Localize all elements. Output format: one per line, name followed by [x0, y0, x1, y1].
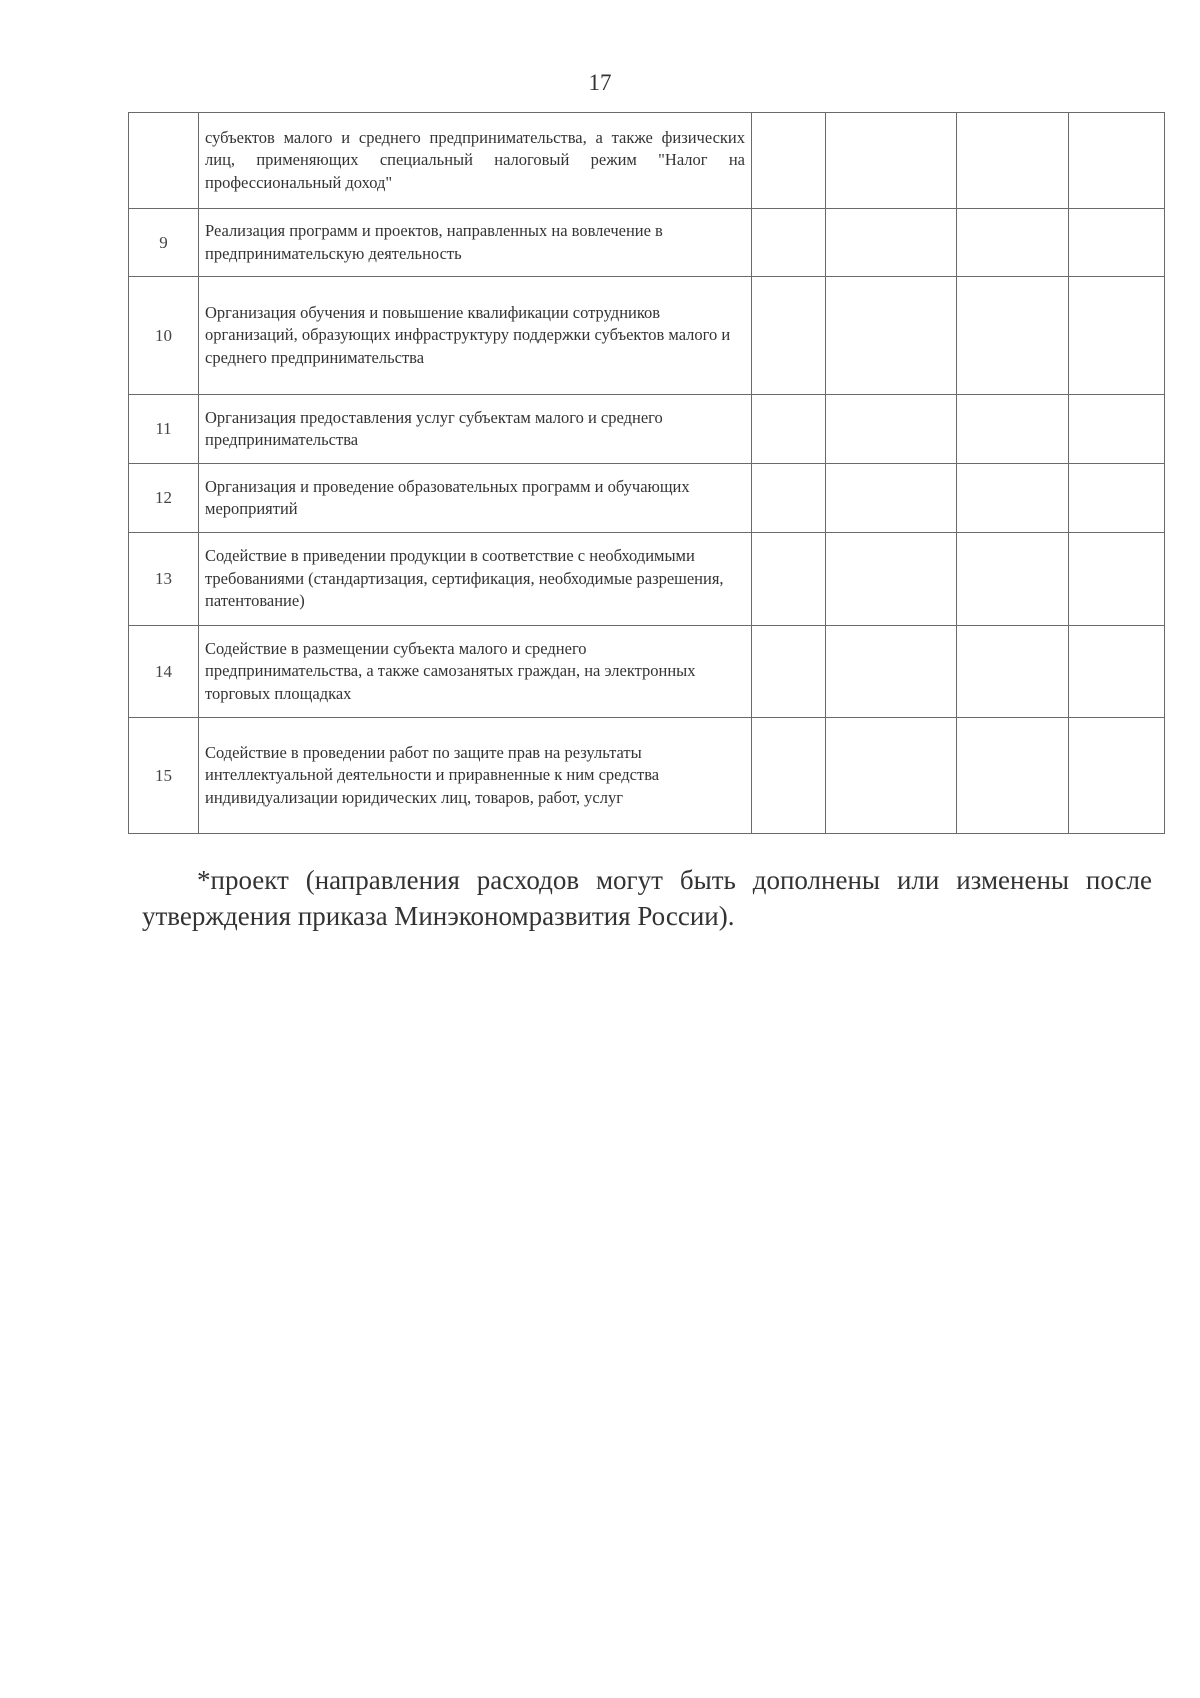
table-row — [129, 626, 1165, 718]
empty-cell — [826, 395, 957, 464]
footnote: *проект (направления расходов могут быть дополнены или изменены после утверждения приказа Минэкономразвития России). — [142, 865, 1152, 931]
row-number: 15 — [129, 718, 199, 834]
empty-cell — [826, 113, 957, 209]
empty-cell — [1069, 209, 1165, 277]
table-row — [129, 395, 1165, 464]
empty-cell — [957, 464, 1069, 533]
row-number: 9 — [129, 209, 199, 277]
empty-cell — [826, 533, 957, 626]
table-row — [129, 533, 1165, 626]
empty-cell — [957, 113, 1069, 209]
empty-cell — [1069, 113, 1165, 209]
empty-cell — [752, 113, 826, 209]
empty-cell — [752, 533, 826, 626]
row-number: 14 — [129, 626, 199, 718]
row-description: Организация и проведение образовательных программ и обучающих мероприятий — [199, 464, 752, 533]
page-number: 17 — [588, 70, 612, 95]
empty-cell — [752, 626, 826, 718]
empty-cell — [826, 464, 957, 533]
empty-cell — [957, 395, 1069, 464]
empty-cell — [826, 277, 957, 395]
row-description: Реализация программ и проектов, направленных на вовлечение в предпринимательскую деятельность — [199, 209, 752, 277]
empty-cell — [957, 718, 1069, 834]
empty-cell — [1069, 395, 1165, 464]
row-description: Содействие в приведении продукции в соответствие с необходимыми требованиями (стандартизация, сертификация, необходимые разрешения, патентование) — [199, 533, 752, 626]
table-row — [129, 209, 1165, 277]
empty-cell — [826, 718, 957, 834]
table-row — [129, 718, 1165, 834]
empty-cell — [957, 626, 1069, 718]
row-description: Содействие в размещении субъекта малого и среднего предпринимательства, а также самозанятых граждан, на электронных торговых площадках — [199, 626, 752, 718]
empty-cell — [1069, 277, 1165, 395]
empty-cell — [752, 395, 826, 464]
empty-cell — [1069, 718, 1165, 834]
empty-cell — [957, 277, 1069, 395]
empty-cell — [752, 209, 826, 277]
row-number — [129, 113, 199, 209]
empty-cell — [1069, 626, 1165, 718]
row-number: 12 — [129, 464, 199, 533]
empty-cell — [752, 718, 826, 834]
empty-cell — [752, 277, 826, 395]
table-row — [129, 464, 1165, 533]
row-description: субъектов малого и среднего предпринимательства, а также физических лиц, применяющих специальный налоговый режим "Налог на профессиональный доход" — [199, 113, 752, 209]
empty-cell — [1069, 464, 1165, 533]
empty-cell — [957, 209, 1069, 277]
empty-cell — [752, 464, 826, 533]
empty-cell — [826, 626, 957, 718]
row-description: Содействие в проведении работ по защите прав на результаты интеллектуальной деятельности и приравненные к ним средства индивидуализации юридических лиц, товаров, работ, услуг — [199, 718, 752, 834]
table-row — [129, 113, 1165, 209]
empty-cell — [826, 209, 957, 277]
row-number: 13 — [129, 533, 199, 626]
empty-cell — [1069, 533, 1165, 626]
empty-cell — [957, 533, 1069, 626]
row-description: Организация предоставления услуг субъектам малого и среднего предпринимательства — [199, 395, 752, 464]
row-number: 11 — [129, 395, 199, 464]
expense-directions-table — [128, 112, 1165, 834]
table-row — [129, 277, 1165, 395]
row-description: Организация обучения и повышение квалификации сотрудников организаций, образующих инфраструктуру поддержки субъектов малого и среднего предпринимательства — [199, 277, 752, 395]
row-number: 10 — [129, 277, 199, 395]
